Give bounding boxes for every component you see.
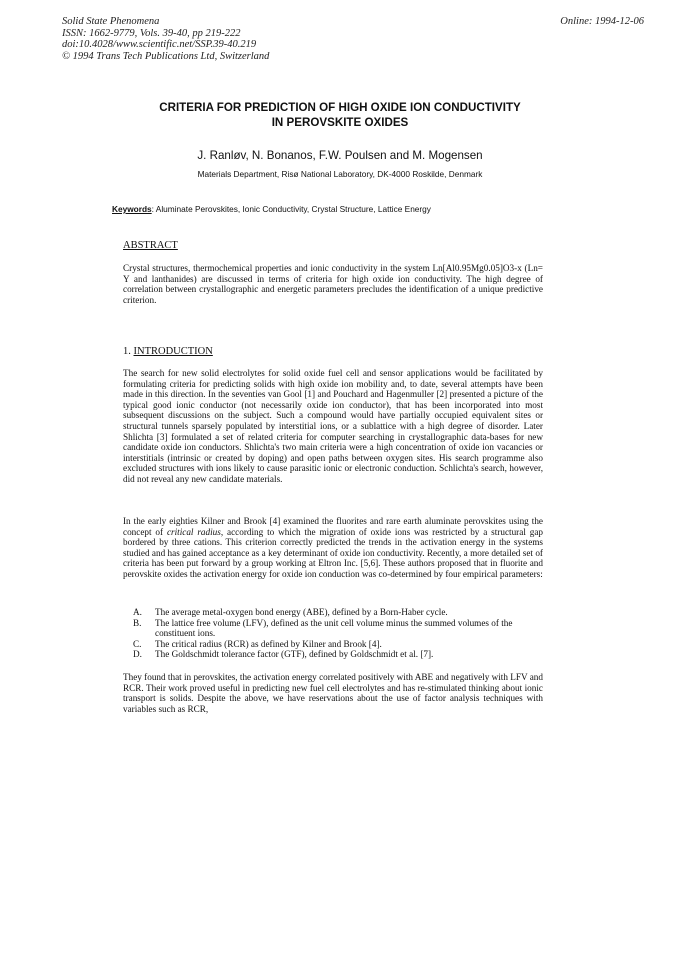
intro-paragraph-3: They found that in perovskites, the activation energy correlated positively with ABE and negatively with LFV and RCR. Their work proved useful in predicting new fuel cell electrolytes and has re-stimulated thinking about ionic transport is solids. Despite the above, we have reservations about the use of factor analysis techniques with variables such as RCR,	[123, 672, 543, 714]
title-line-2: IN PEROVSKITE OXIDES	[271, 116, 409, 129]
list-item-letter: A.	[133, 607, 142, 617]
critical-radius-term: critical radius	[166, 526, 221, 537]
title-line-1: CRITERIA FOR PREDICTION OF HIGH OXIDE ION CONDUCTIVITY	[159, 101, 521, 114]
intro-paragraph-2	[123, 516, 543, 580]
section-title: INTRODUCTION	[133, 346, 213, 357]
doi-line: doi:10.4028/www.scientific.net/SSP.39-40.219	[62, 39, 257, 50]
section-number: 1.	[123, 346, 134, 357]
affiliation: Materials Department, Risø National Laboratory, DK-4000 Roskilde, Denmark	[197, 169, 483, 179]
copyright-line: © 1994 Trans Tech Publications Ltd, Switzerland	[62, 50, 270, 62]
list-item	[123, 618, 543, 639]
intro-p2-part-a: In the early eighties Kilner and Brook [4] examined the fluorites and rare earth aluminate perovskites using the concept of	[123, 516, 543, 537]
list-item-letter: D.	[133, 649, 142, 660]
keywords-line	[112, 204, 431, 214]
abstract-heading-text: ABSTRACT	[123, 240, 178, 251]
issn-line: ISSN: 1662-9779, Vols. 39-40, pp 219-222	[62, 27, 241, 39]
list-item-text: The Goldschmidt tolerance factor (GTF), defined by Goldschmidt et al. [7].	[155, 649, 434, 660]
intro-paragraph-1: The search for new solid electrolytes for solid oxide fuel cell and sensor applications would be facilitated by formulating criteria for predicting solids with high oxide ion mobility and, to date, several attempts have been made in this direction. In the seventies van Gool [1] and Pouchard and Hagenmuller [2] presented a picture of the typical good ionic conductor (not necessarily oxide ion conductor), that has been incorporated into most subsequent discussions on the subject. Such a compound would have partially occupied equivalent sites or structural tunnels sparsely populated by interstitial ions, or a sublattice with a high degree of disorder. Later Shlichta [3] formulated a set of related criteria for computer searching in crystallographic data-bases for new candidate oxide ion conductors. Shlichta's two main criteria were a high concentration of oxide ion vacancies or interstitials (intrinsic or created by doping) and open paths between oxygen sites. His search programme also excluded structures with ions likely to cause parasitic ionic or electronic conduction. Schlichta's search, however, did not reveal any new candidate materials.	[123, 368, 543, 484]
list-item	[123, 649, 543, 660]
list-item-letter: B.	[133, 617, 142, 628]
introduction-heading	[123, 346, 213, 357]
parameter-list	[123, 607, 543, 660]
list-item-letter: C.	[133, 638, 142, 649]
list-item-text: The lattice free volume (LFV), defined as the unit cell volume minus the summed volumes of the constituent ions.	[155, 617, 513, 639]
list-item	[123, 607, 543, 618]
list-item-text: The critical radius (RCR) as defined by Kilner and Brook [4].	[155, 638, 382, 649]
online-date: Online: 1994-12-06	[560, 16, 644, 27]
journal-citation-header	[62, 16, 269, 62]
paper-title	[90, 100, 590, 130]
journal-name: Solid State Phenomena	[62, 16, 160, 27]
list-item-text: The average metal-oxygen bond energy (ABE), defined by a Born-Haber cycle.	[155, 607, 448, 617]
abstract-heading	[123, 240, 178, 251]
intro-p2-part-b: , according to which the migration of oxide ions was restricted by a structural gap bordered by three cations. This criterion correctly predicted the trends in the activation energy in the systems studied and has gained acceptance as a key determinant of oxide ion conductivity. Recently, a more detailed set of criteria has been put forward by a group working at Eltron Inc. [5,6]. These authors proposed that in fluorite and perovskite oxides the activation energy for oxide ion conduction was co-determined by four empirical parameters:	[123, 526, 543, 579]
list-item	[123, 639, 543, 650]
abstract-text: Crystal structures, thermochemical properties and ionic conductivity in the system Ln[Al0.95Mg0.05]O3-x (Ln= Y and lanthanides) are discussed in terms of criteria for high oxide ion conductivity. The high degree of correlation between crystallographic and energetic parameters precludes the identification of a unique predictive criterion.	[123, 263, 543, 305]
authors: J. Ranløv, N. Bonanos, F.W. Poulsen and M. Mogensen	[197, 149, 483, 162]
keywords-text: : Aluminate Perovskites, Ionic Conductivity, Crystal Structure, Lattice Energy	[151, 204, 431, 214]
keywords-label: Keywords	[112, 204, 152, 214]
